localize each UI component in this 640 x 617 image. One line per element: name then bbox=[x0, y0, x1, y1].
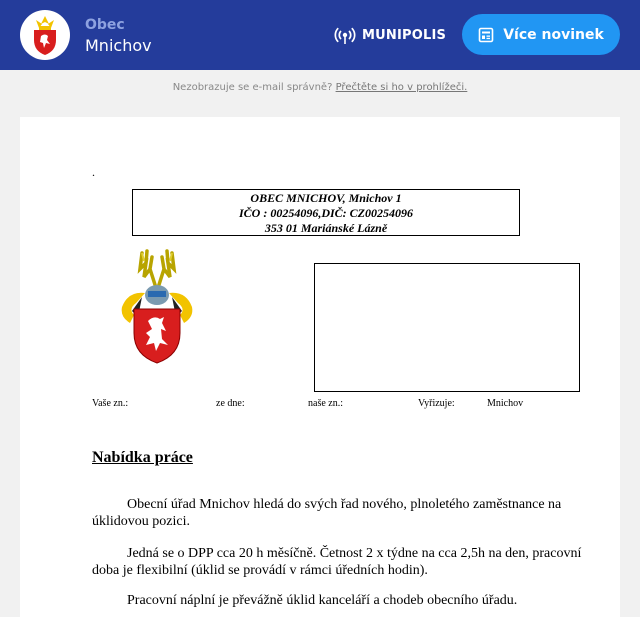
munipolis-logo[interactable] bbox=[334, 24, 446, 46]
brand-name: MUNIPOLIS bbox=[362, 27, 447, 43]
coat-of-arms-icon bbox=[20, 10, 70, 60]
coat-of-arms-icon bbox=[116, 247, 198, 365]
paragraph-3: Pracovní náplní je převážně úklid kanceláří a chodeb obecního úřadu. bbox=[127, 593, 518, 608]
header-line-3: 353 01 Mariánské Lázně bbox=[264, 221, 388, 235]
meta-date: ze dne: bbox=[216, 398, 245, 409]
email-header bbox=[0, 0, 640, 70]
notice-text: Nezobrazuje se e-mail správně? bbox=[172, 82, 333, 93]
browser-view-notice bbox=[0, 82, 640, 93]
paragraph-2: Jedná se o DPP cca 20 h měsíčně. Četnost 2 x týdne na cca 2,5h na den, pracovní doba je flexibilní (úklid se provádí v rámci úředních hodin). bbox=[92, 546, 582, 578]
paragraph-1: Obecní úřad Mnichov hledá do svých řad nového, plnoletého zaměstnance na úklidovou pozici. bbox=[92, 497, 562, 529]
org-name: Mnichov bbox=[85, 36, 152, 55]
letter-dot: . bbox=[92, 165, 95, 179]
meta-handler: Vyřizuje: bbox=[418, 398, 455, 409]
letter-title: Nabídka práce bbox=[92, 449, 193, 466]
header-line-2: IČO : 00254096,DIČ: CZ00254096 bbox=[238, 206, 413, 220]
meta-our-ref: naše zn.: bbox=[308, 398, 343, 409]
municipality-logo[interactable] bbox=[20, 10, 70, 60]
broadcast-icon bbox=[334, 24, 356, 46]
view-in-browser-link[interactable]: Přečtěte si ho v prohlížeči. bbox=[335, 82, 468, 93]
letter-header-box bbox=[132, 189, 520, 236]
address-window-box bbox=[314, 263, 580, 392]
more-news-button[interactable] bbox=[462, 14, 620, 55]
coat-of-arms bbox=[116, 247, 198, 365]
meta-your-ref: Vaše zn.: bbox=[92, 398, 129, 409]
header-line-1: OBEC MNICHOV, Mnichov 1 bbox=[250, 191, 402, 205]
org-label: Obec bbox=[85, 17, 125, 33]
newspaper-icon bbox=[478, 27, 494, 43]
meta-place: Mnichov bbox=[487, 398, 524, 409]
more-news-label: Více novinek bbox=[503, 26, 604, 43]
